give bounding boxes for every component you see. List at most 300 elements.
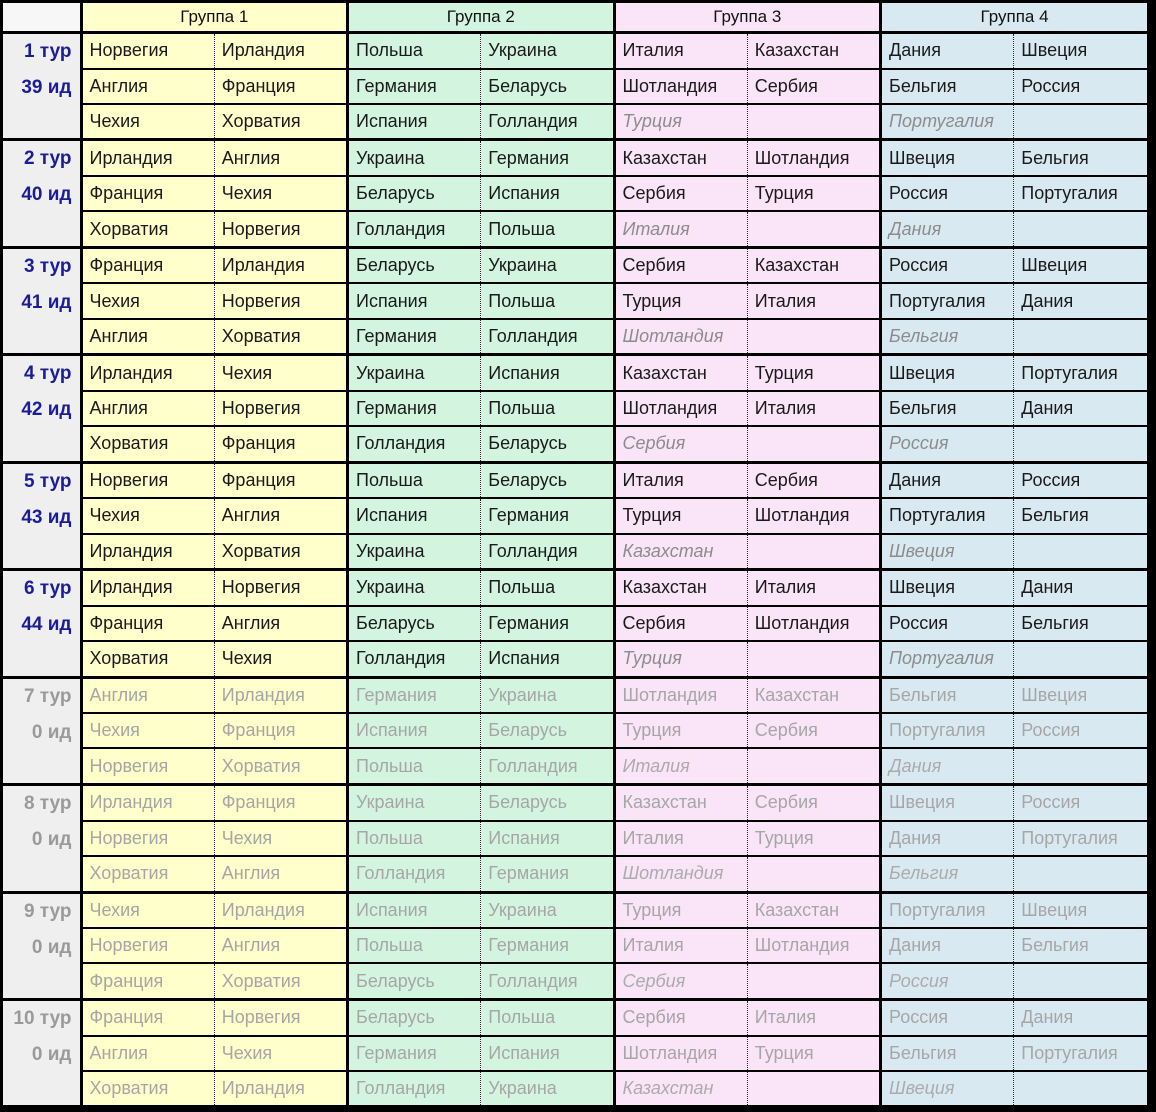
schedule-row [3, 534, 1147, 570]
team-cell: Беларусь [481, 713, 614, 748]
schedule-row [3, 247, 1147, 283]
team-cell: Германия [348, 677, 481, 713]
empty-cell [747, 319, 880, 355]
team-cell: Норвегия [81, 928, 214, 963]
team-cell: Португалия [1014, 355, 1147, 391]
team-cell: Шотландия [614, 1036, 747, 1071]
team-cell: Швеция [881, 570, 1014, 606]
team-cell: Хорватия [214, 963, 347, 999]
team-cell: Шотландия [747, 928, 880, 963]
team-cell: Италия [614, 928, 747, 963]
team-cell: Англия [214, 140, 347, 176]
team-cell: Голландия [481, 963, 614, 999]
team-cell: Шотландия [747, 498, 880, 533]
bye-team-cell: Шотландия [614, 856, 747, 892]
team-cell: Россия [1014, 713, 1147, 748]
schedule-row [3, 426, 1147, 462]
team-cell: Украина [348, 570, 481, 606]
team-cell: Франция [214, 426, 347, 462]
round-label-cell [3, 570, 81, 677]
team-cell: Испания [481, 1036, 614, 1071]
team-cell: Беларусь [481, 69, 614, 104]
team-cell: Россия [1014, 785, 1147, 821]
empty-cell [1014, 319, 1147, 355]
team-cell: Украина [481, 677, 614, 713]
schedule-row [3, 928, 1147, 963]
round-label-cell [3, 140, 81, 247]
team-cell: Хорватия [214, 748, 347, 784]
team-cell: Украина [348, 140, 481, 176]
team-cell: Португалия [881, 892, 1014, 928]
schedule-table [3, 3, 1147, 1105]
team-cell: Испания [348, 283, 481, 318]
team-cell: Польша [481, 283, 614, 318]
team-cell: Бельгия [881, 1036, 1014, 1071]
team-cell: Испания [348, 713, 481, 748]
team-cell: Португалия [881, 713, 1014, 748]
team-cell: Бельгия [881, 677, 1014, 713]
team-cell: Чехия [81, 713, 214, 748]
schedule-row [3, 355, 1147, 391]
team-cell: Украина [481, 33, 614, 69]
empty-cell [747, 211, 880, 247]
team-cell: Дания [881, 33, 1014, 69]
schedule-row [3, 498, 1147, 533]
round-tour-label: 2 тур [23, 148, 72, 170]
team-cell: Голландия [348, 1071, 481, 1105]
team-cell: Ирландия [214, 247, 347, 283]
schedule-row [3, 713, 1147, 748]
team-cell: Англия [81, 677, 214, 713]
corner-cell [3, 3, 81, 33]
team-cell: Португалия [881, 283, 1014, 318]
team-cell: Беларусь [348, 999, 481, 1035]
team-cell: Англия [81, 69, 214, 104]
team-cell: Италия [614, 33, 747, 69]
team-cell: Норвегия [214, 999, 347, 1035]
round-label-cell [3, 33, 81, 140]
team-cell: Чехия [81, 283, 214, 318]
bye-team-cell: Казахстан [614, 1071, 747, 1105]
team-cell: Португалия [1014, 176, 1147, 211]
team-cell: Ирландия [81, 534, 214, 570]
team-cell: Турция [614, 892, 747, 928]
team-cell: Шотландия [614, 69, 747, 104]
team-cell: Бельгия [881, 69, 1014, 104]
team-cell: Бельгия [1014, 928, 1147, 963]
team-cell: Англия [81, 1036, 214, 1071]
team-cell: Франция [214, 785, 347, 821]
team-cell: Швеция [1014, 33, 1147, 69]
round-label-cell [3, 247, 81, 354]
team-cell: Англия [214, 606, 347, 641]
round-id-label: 0 ид [31, 936, 72, 958]
team-cell: Шотландия [747, 140, 880, 176]
round-label-cell [3, 892, 81, 999]
team-cell: Швеция [1014, 677, 1147, 713]
team-cell: Шотландия [614, 677, 747, 713]
round-label-cell [3, 999, 81, 1105]
team-cell: Голландия [348, 211, 481, 247]
team-cell: Германия [348, 319, 481, 355]
team-cell: Голландия [481, 748, 614, 784]
bye-team-cell: Россия [881, 963, 1014, 999]
team-cell: Украина [348, 534, 481, 570]
round-id-label: 43 ид [21, 506, 72, 528]
team-cell: Казахстан [614, 570, 747, 606]
bye-team-cell: Португалия [881, 641, 1014, 677]
group-header-1: Группа 1 [81, 3, 348, 33]
team-cell: Португалия [1014, 821, 1147, 856]
team-cell: Бельгия [881, 391, 1014, 426]
team-cell: Беларусь [348, 963, 481, 999]
team-cell: Норвегия [214, 570, 347, 606]
team-cell: Голландия [348, 426, 481, 462]
team-cell: Испания [348, 104, 481, 140]
team-cell: Сербия [614, 176, 747, 211]
schedule-row [3, 892, 1147, 928]
team-cell: Ирландия [214, 1071, 347, 1105]
empty-cell [747, 534, 880, 570]
team-cell: Германия [481, 928, 614, 963]
team-cell: Беларусь [348, 176, 481, 211]
team-cell: Италия [747, 999, 880, 1035]
bye-team-cell: Шотландия [614, 319, 747, 355]
schedule-row [3, 999, 1147, 1035]
round-id-label: 39 ид [21, 77, 72, 98]
team-cell: Англия [81, 319, 214, 355]
bye-team-cell: Сербия [614, 963, 747, 999]
team-cell: Германия [481, 498, 614, 533]
team-cell: Ирландия [214, 892, 347, 928]
team-cell: Ирландия [214, 677, 347, 713]
team-cell: Сербия [614, 247, 747, 283]
team-cell: Ирландия [214, 33, 347, 69]
team-cell: Норвегия [214, 283, 347, 318]
team-cell: Россия [881, 999, 1014, 1035]
team-cell: Англия [81, 391, 214, 426]
team-cell: Испания [348, 498, 481, 533]
round-label-cell [3, 785, 81, 892]
team-cell: Чехия [81, 892, 214, 928]
empty-cell [747, 104, 880, 140]
team-cell: Хорватия [214, 534, 347, 570]
round-id-label: 0 ид [31, 829, 72, 851]
team-cell: Казахстан [747, 677, 880, 713]
team-cell: Сербия [614, 606, 747, 641]
schedule-row [3, 391, 1147, 426]
team-cell: Бельгия [1014, 498, 1147, 533]
round-tour-label: 5 тур [23, 470, 72, 492]
team-cell: Польша [348, 928, 481, 963]
empty-cell [747, 1071, 880, 1105]
team-cell: Ирландия [81, 570, 214, 606]
round-tour-label: 4 тур [23, 363, 72, 385]
team-cell: Польша [481, 570, 614, 606]
team-cell: Беларусь [348, 606, 481, 641]
team-cell: Швеция [881, 355, 1014, 391]
team-cell: Хорватия [81, 641, 214, 677]
team-cell: Португалия [881, 498, 1014, 533]
bye-team-cell: Бельгия [881, 856, 1014, 892]
team-cell: Франция [214, 69, 347, 104]
team-cell: Сербия [747, 69, 880, 104]
team-cell: Франция [81, 176, 214, 211]
team-cell: Россия [881, 176, 1014, 211]
team-cell: Шотландия [747, 606, 880, 641]
team-cell: Турция [747, 176, 880, 211]
team-cell: Польша [348, 821, 481, 856]
empty-cell [1014, 963, 1147, 999]
empty-cell [747, 963, 880, 999]
round-tour-label: 8 тур [23, 793, 72, 815]
team-cell: Хорватия [81, 211, 214, 247]
schedule-row [3, 211, 1147, 247]
round-tour-label: 10 тур [13, 1007, 72, 1029]
team-cell: Англия [214, 856, 347, 892]
round-label-cell [3, 677, 81, 784]
schedule-row [3, 606, 1147, 641]
team-cell: Украина [348, 355, 481, 391]
team-cell: Испания [481, 355, 614, 391]
bye-team-cell: Россия [881, 426, 1014, 462]
schedule-row [3, 69, 1147, 104]
team-cell: Дания [1014, 391, 1147, 426]
schedule-row [3, 33, 1147, 69]
round-id-label: 41 ид [21, 291, 72, 313]
team-cell: Дания [881, 462, 1014, 498]
team-cell: Чехия [214, 641, 347, 677]
bye-team-cell: Швеция [881, 1071, 1014, 1105]
team-cell: Ирландия [81, 785, 214, 821]
team-cell: Турция [614, 713, 747, 748]
team-cell: Норвегия [81, 748, 214, 784]
bye-team-cell: Турция [614, 104, 747, 140]
team-cell: Беларусь [348, 247, 481, 283]
empty-cell [1014, 534, 1147, 570]
group-header-2: Группа 2 [348, 3, 615, 33]
team-cell: Чехия [214, 1036, 347, 1071]
team-cell: Ирландия [81, 355, 214, 391]
team-cell: Украина [348, 785, 481, 821]
empty-cell [1014, 426, 1147, 462]
schedule-row [3, 283, 1147, 318]
team-cell: Бельгия [1014, 606, 1147, 641]
team-cell: Германия [481, 140, 614, 176]
team-cell: Польша [481, 999, 614, 1035]
team-cell: Ирландия [81, 140, 214, 176]
team-cell: Германия [348, 69, 481, 104]
team-cell: Украина [481, 1071, 614, 1105]
team-cell: Швеция [881, 785, 1014, 821]
bye-team-cell: Сербия [614, 426, 747, 462]
round-id-label: 0 ид [31, 1043, 72, 1065]
team-cell: Сербия [614, 999, 747, 1035]
team-cell: Турция [747, 821, 880, 856]
team-cell: Дания [1014, 570, 1147, 606]
team-cell: Голландия [348, 856, 481, 892]
team-cell: Швеция [881, 140, 1014, 176]
round-tour-label: 9 тур [23, 900, 72, 922]
round-tour-label: 7 тур [23, 685, 72, 707]
team-cell: Польша [481, 211, 614, 247]
team-cell: Италия [614, 462, 747, 498]
group-header-3: Группа 3 [614, 3, 881, 33]
schedule-row [3, 176, 1147, 211]
team-cell: Норвегия [214, 211, 347, 247]
empty-cell [747, 426, 880, 462]
group-header-4: Группа 4 [881, 3, 1148, 33]
round-id-label: 40 ид [21, 184, 72, 206]
team-cell: Хорватия [81, 426, 214, 462]
team-cell: Германия [481, 606, 614, 641]
team-cell: Украина [481, 892, 614, 928]
team-cell: Норвегия [81, 821, 214, 856]
team-cell: Чехия [214, 176, 347, 211]
team-cell: Италия [747, 391, 880, 426]
bye-team-cell: Португалия [881, 104, 1014, 140]
team-cell: Швеция [1014, 892, 1147, 928]
team-cell: Голландия [481, 104, 614, 140]
team-cell: Норвегия [81, 462, 214, 498]
team-cell: Беларусь [481, 426, 614, 462]
round-tour-label: 6 тур [23, 578, 72, 600]
team-cell: Дания [1014, 283, 1147, 318]
round-id-label: 0 ид [31, 721, 72, 743]
round-tour-label: 3 тур [23, 255, 72, 277]
bye-team-cell: Италия [614, 748, 747, 784]
team-cell: Украина [481, 247, 614, 283]
empty-cell [1014, 1071, 1147, 1105]
schedule-row [3, 1071, 1147, 1105]
round-label-cell [3, 462, 81, 569]
schedule-row [3, 1036, 1147, 1071]
round-label-cell [3, 355, 81, 462]
empty-cell [1014, 856, 1147, 892]
team-cell: Казахстан [614, 140, 747, 176]
team-cell: Франция [214, 713, 347, 748]
team-cell: Испания [481, 176, 614, 211]
team-cell: Турция [747, 355, 880, 391]
empty-cell [747, 748, 880, 784]
team-cell: Казахстан [747, 892, 880, 928]
team-cell: Польша [348, 462, 481, 498]
team-cell: Хорватия [81, 856, 214, 892]
team-cell: Дания [881, 928, 1014, 963]
team-cell: Дания [881, 821, 1014, 856]
team-cell: Голландия [481, 319, 614, 355]
team-cell: Норвегия [81, 33, 214, 69]
empty-cell [747, 856, 880, 892]
team-cell: Казахстан [614, 785, 747, 821]
schedule-row [3, 821, 1147, 856]
team-cell: Россия [881, 247, 1014, 283]
team-cell: Польша [348, 33, 481, 69]
group-header-row [3, 3, 1147, 33]
schedule-row [3, 748, 1147, 784]
team-cell: Дания [1014, 999, 1147, 1035]
team-cell: Италия [747, 570, 880, 606]
round-id-label: 42 ид [21, 399, 72, 421]
team-cell: Германия [481, 856, 614, 892]
schedule-row [3, 963, 1147, 999]
bye-team-cell: Дания [881, 748, 1014, 784]
team-cell: Шотландия [614, 391, 747, 426]
team-cell: Испания [481, 821, 614, 856]
team-cell: Франция [81, 963, 214, 999]
round-id-label: 44 ид [21, 614, 72, 636]
bye-team-cell: Италия [614, 211, 747, 247]
schedule-row [3, 856, 1147, 892]
team-cell: Германия [348, 1036, 481, 1071]
team-cell: Хорватия [81, 1071, 214, 1105]
team-cell: Норвегия [214, 391, 347, 426]
empty-cell [747, 641, 880, 677]
team-cell: Голландия [348, 641, 481, 677]
schedule-row [3, 570, 1147, 606]
team-cell: Казахстан [614, 355, 747, 391]
team-cell: Беларусь [481, 462, 614, 498]
team-cell: Италия [747, 283, 880, 318]
team-cell: Турция [614, 498, 747, 533]
schedule-row [3, 140, 1147, 176]
team-cell: Россия [1014, 462, 1147, 498]
team-cell: Хорватия [214, 319, 347, 355]
empty-cell [1014, 211, 1147, 247]
team-cell: Турция [747, 1036, 880, 1071]
team-cell: Италия [614, 821, 747, 856]
team-cell: Голландия [481, 534, 614, 570]
team-cell: Испания [481, 641, 614, 677]
team-cell: Чехия [214, 821, 347, 856]
team-cell: Казахстан [747, 247, 880, 283]
team-cell: Бельгия [1014, 140, 1147, 176]
team-cell: Англия [214, 498, 347, 533]
schedule-row [3, 785, 1147, 821]
team-cell: Германия [348, 391, 481, 426]
team-cell: Сербия [747, 713, 880, 748]
team-cell: Беларусь [481, 785, 614, 821]
team-cell: Польша [348, 748, 481, 784]
bye-team-cell: Дания [881, 211, 1014, 247]
team-cell: Чехия [214, 355, 347, 391]
bye-team-cell: Бельгия [881, 319, 1014, 355]
team-cell: Чехия [81, 498, 214, 533]
team-cell: Франция [81, 247, 214, 283]
team-cell: Сербия [747, 785, 880, 821]
empty-cell [1014, 641, 1147, 677]
schedule-body [3, 33, 1147, 1106]
bye-team-cell: Турция [614, 641, 747, 677]
team-cell: Франция [214, 462, 347, 498]
team-cell: Швеция [1014, 247, 1147, 283]
team-cell: Сербия [747, 462, 880, 498]
team-cell: Россия [881, 606, 1014, 641]
schedule-row [3, 677, 1147, 713]
bye-team-cell: Казахстан [614, 534, 747, 570]
empty-cell [1014, 104, 1147, 140]
empty-cell [1014, 748, 1147, 784]
schedule-row [3, 104, 1147, 140]
bye-team-cell: Швеция [881, 534, 1014, 570]
team-cell: Хорватия [214, 104, 347, 140]
team-cell: Чехия [81, 104, 214, 140]
schedule-row [3, 641, 1147, 677]
team-cell: Турция [614, 283, 747, 318]
team-cell: Россия [1014, 69, 1147, 104]
team-cell: Франция [81, 999, 214, 1035]
team-cell: Польша [481, 391, 614, 426]
